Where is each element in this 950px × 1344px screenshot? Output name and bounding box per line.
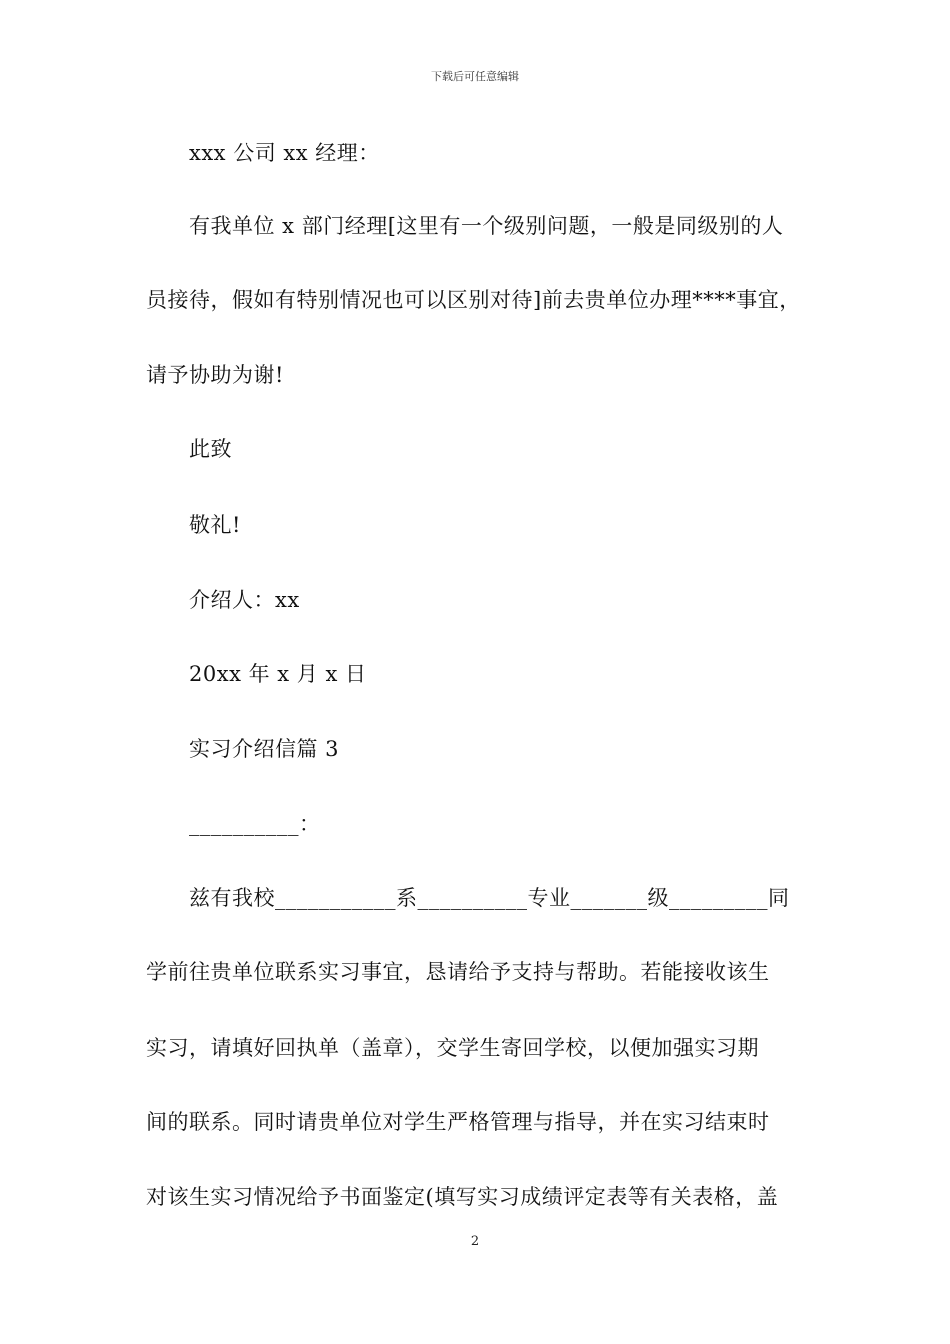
paragraph-line: 员接待，假如有特别情况也可以区别对待]前去贵单位办理****事宜， (146, 288, 801, 312)
introducer-line: 介绍人：xx (189, 588, 300, 612)
page-number: 2 (470, 1234, 480, 1249)
salutation-blank: __________： (189, 812, 321, 836)
closing-line: 敬礼! (189, 513, 241, 537)
page-header: 下载后可任意编辑 (431, 70, 519, 83)
paragraph-line: 请予协助为谢! (146, 363, 284, 387)
paragraph-line: 兹有我校___________系__________专业_______级_________同 (189, 886, 790, 910)
section-title: 实习介绍信篇 3 (189, 737, 340, 761)
paragraph-line: 实习，请填好回执单（盖章），交学生寄回学校，以便加强实习期 (146, 1036, 759, 1060)
paragraph-line: 有我单位 x 部门经理[这里有一个级别问题，一般是同级别的人 (189, 214, 784, 238)
date-line: 20xx 年 x 月 x 日 (189, 662, 367, 686)
paragraph-line: 学前往贵单位联系实习事宜，恳请给予支持与帮助。若能接收该生 (146, 960, 770, 984)
paragraph-line: 间的联系。同时请贵单位对学生严格管理与指导，并在实习结束时 (146, 1110, 770, 1134)
salutation: xxx 公司 xx 经理： (189, 141, 380, 165)
closing-line: 此致 (189, 437, 232, 461)
paragraph-line: 对该生实习情况给予书面鉴定(填写实习成绩评定表等有关表格，盖 (146, 1185, 779, 1209)
